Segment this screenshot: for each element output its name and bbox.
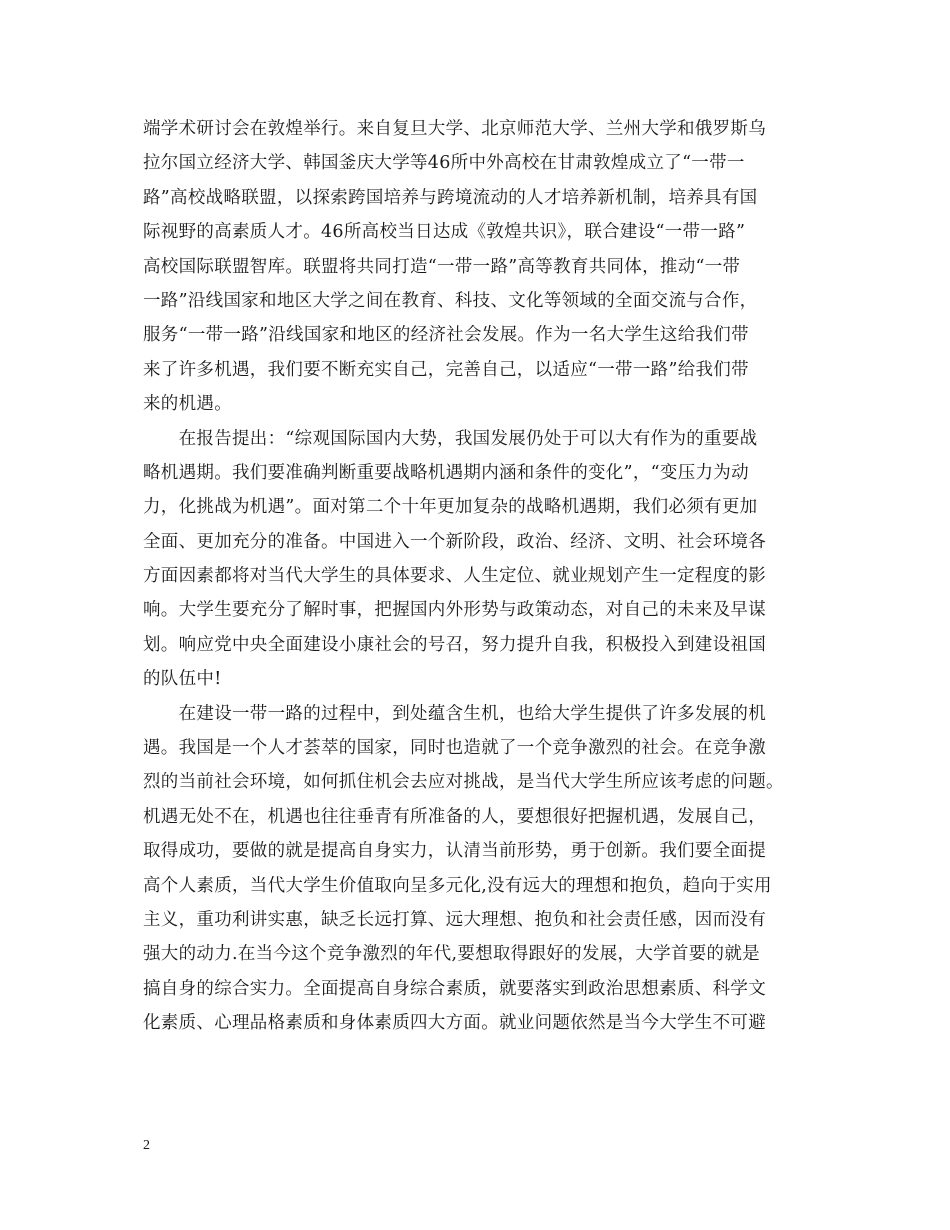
- text-line: 方面因素都将对当代大学生的具体要求、人生定位、就业规划产生一定程度的影: [143, 566, 766, 587]
- page-number: 2: [143, 1138, 150, 1153]
- text-line: 搞自身的综合实力。全面提高自身综合素质，就要落实到政治思想素质、科学文: [143, 978, 766, 999]
- text-line: 机遇无处不在，机遇也往往垂青有所准备的人，要想很好把握机遇，发展自己，: [143, 806, 766, 827]
- text-line: 高个人素质，当代大学生价值取向呈多元化,没有远大的理想和抱负，趋向于实用: [143, 875, 772, 896]
- text-line: 在建设一带一路的过程中，到处蕴含生机，也给大学生提供了许多发展的机: [143, 703, 766, 724]
- text-line: 取得成功，要做的就是提高自身实力，认清当前形势，勇于创新。我们要全面提: [143, 841, 766, 862]
- text-line: 拉尔国立经济大学、韩国釜庆大学等46所中外高校在甘肃敦煌成立了“一带一: [143, 153, 745, 174]
- body-text: [143, 112, 823, 1041]
- text-line: 略机遇期。我们要准确判断重要战略机遇期内涵和条件的变化”，“变压力为动: [143, 462, 749, 483]
- text-line: 高校国际联盟智库。联盟将共同打造“一带一路”高等教育共同体，推动“一带: [143, 256, 741, 277]
- text-line: 力，化挑战为机遇”。面对第二个十年更加复杂的战略机遇期，我们必须有更加: [143, 497, 758, 518]
- text-line: 的队伍中!: [143, 669, 222, 690]
- text-line: 来的机遇。: [143, 394, 232, 415]
- text-line: 化素质、心理品格素质和身体素质四大方面。就业问题依然是当今大学生不可避: [143, 1013, 766, 1034]
- text-line: 烈的当前社会环境，如何抓住机会去应对挑战，是当代大学生所应该考虑的问题。: [143, 772, 784, 793]
- text-line: 来了许多机遇，我们要不断充实自己，完善自己，以适应“一带一路”给我们带: [143, 359, 749, 380]
- text-line: 服务“一带一路”沿线国家和地区的经济社会发展。作为一名大学生这给我们带: [143, 325, 749, 346]
- text-line: 一路”沿线国家和地区大学之间在教育、科技、文化等领域的全面交流与合作，: [143, 290, 758, 311]
- text-line: 遇。我国是一个人才荟萃的国家，同时也造就了一个竞争激烈的社会。在竞争激: [143, 738, 766, 759]
- text-line: 响。大学生要充分了解时事，把握国内外形势与政策动态，对自己的未来及早谋: [143, 600, 766, 621]
- text-line: 际视野的高素质人才。46所高校当日达成《敦煌共识》，联合建设“一带一路”: [143, 222, 746, 243]
- text-line: 路”高校战略联盟，以探索跨国培养与跨境流动的人才培养新机制，培养具有国: [143, 187, 758, 208]
- text-line: 主义，重功利讲实惠，缺乏长远打算、远大理想、抱负和社会责任感，因而没有: [143, 909, 766, 930]
- text-line: 强大的动力.在当今这个竞争激烈的年代,要想取得跟好的发展，大学首要的就是: [143, 944, 760, 965]
- text-line: 端学术研讨会在敦煌举行。来自复旦大学、北京师范大学、兰州大学和俄罗斯乌: [143, 119, 766, 139]
- text-line: 在报告提出：“综观国际国内大势，我国发展仍处于可以大有作为的重要战: [143, 428, 758, 449]
- text-line: 划。响应党中央全面建设小康社会的号召，努力提升自我，积极投入到建设祖国: [143, 634, 766, 655]
- text-line: 全面、更加充分的准备。中国进入一个新阶段，政治、经济、文明、社会环境各: [143, 531, 766, 552]
